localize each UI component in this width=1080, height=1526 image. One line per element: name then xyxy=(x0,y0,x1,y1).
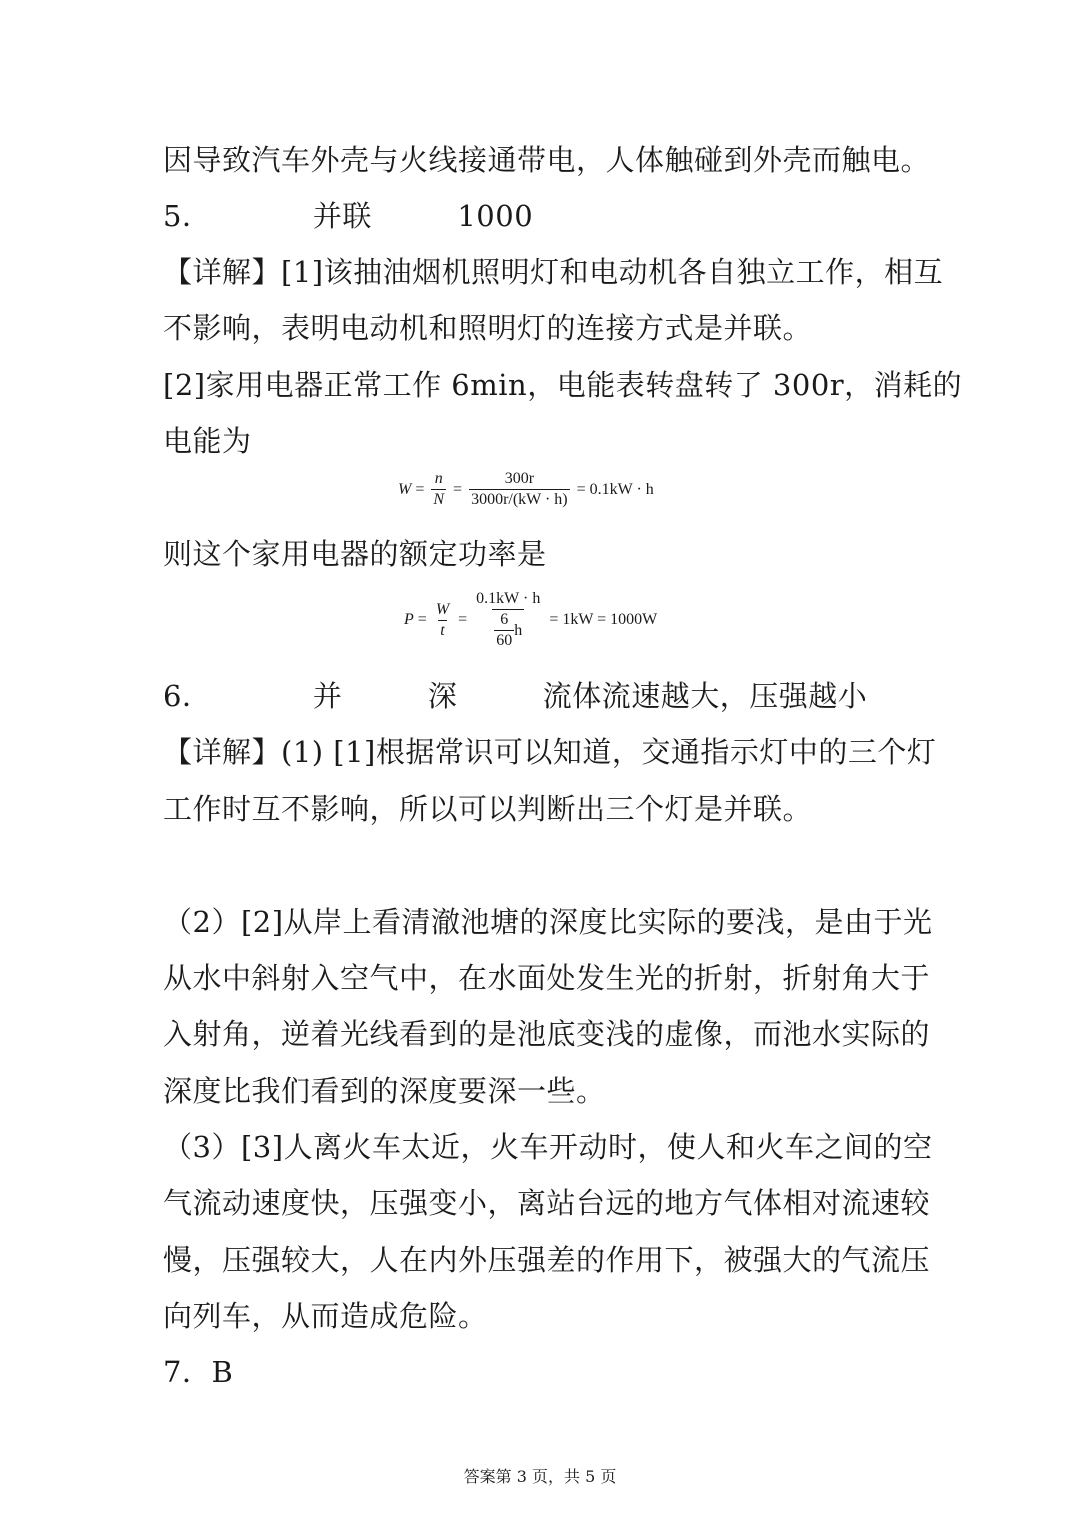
formula-fraction xyxy=(431,470,446,509)
answer-blank-1: 并 xyxy=(312,679,343,713)
question-number: 6． xyxy=(163,679,212,713)
formula-fraction xyxy=(474,590,542,650)
fraction-denominator: t xyxy=(440,621,445,639)
text-line: （3）[3]人离火车太近，火车开动时，使人和火车之间的空 xyxy=(163,1130,933,1164)
page-footer: 答案第 3 页，共 5 页 xyxy=(463,1467,617,1486)
fraction-numerator: W xyxy=(435,600,450,618)
answer-blank-2: 1000 xyxy=(457,199,534,233)
fraction-denominator: 3000r/(kW · h) xyxy=(471,491,568,508)
fraction-denominator: N xyxy=(433,491,445,508)
fraction-numerator: 300r xyxy=(504,470,535,487)
fraction-numerator: 6 xyxy=(500,611,509,628)
fraction-denominator xyxy=(492,609,524,650)
formula-result: = 0.1kW · h xyxy=(576,480,654,498)
answer-blank-3: 流体流速越大，压强越小 xyxy=(542,679,868,713)
answer-7: 7．B xyxy=(163,1355,234,1389)
formula-result: = 1kW = 1000W xyxy=(549,611,658,628)
text-line: 【详解】(1) [1]根据常识可以知道，交通指示灯中的三个灯 xyxy=(163,735,937,769)
unit: h xyxy=(514,621,523,639)
text-line: 气流动速度快，压强变小，离站台远的地方气体相对流速较 xyxy=(163,1186,931,1220)
fraction-denominator: 60 xyxy=(496,632,513,649)
fraction-numerator: n xyxy=(434,470,443,487)
text-line: 工作时互不影响，所以可以判断出三个灯是并联。 xyxy=(163,792,813,826)
text-line: 向列车，从而造成危险。 xyxy=(163,1299,488,1333)
text-line: [2]家用电器正常工作 6min，电能表转盘转了 300r，消耗的 xyxy=(163,368,963,402)
text-line: 从水中斜射入空气中，在水面处发生光的折射，折射角大于 xyxy=(163,961,931,995)
text-line: 慢，压强较大，人在内外压强差的作用下，被强大的气流压 xyxy=(163,1243,931,1277)
text-line: 深度比我们看到的深度要深一些。 xyxy=(163,1074,606,1108)
formula-equals: = xyxy=(415,480,425,498)
formula-fraction xyxy=(434,601,451,640)
text-line: 【详解】[1]该抽油烟机照明灯和电动机各自独立工作，相互 xyxy=(163,255,944,289)
text-line: 不影响，表明电动机和照明灯的连接方式是并联。 xyxy=(163,311,813,345)
formula-equals: = xyxy=(453,480,463,498)
formula-equals: = xyxy=(458,611,468,628)
question-number: 5． xyxy=(163,199,212,233)
text-line: 入射角，逆着光线看到的是池底变浅的虚像，而池水实际的 xyxy=(163,1017,931,1051)
fraction-numerator: 0.1kW · h xyxy=(476,590,541,607)
answer-6 xyxy=(163,676,867,716)
text-line: 则这个家用电器的额定功率是 xyxy=(163,537,547,571)
formula-fraction xyxy=(469,470,570,509)
answer-blank-1: 并联 xyxy=(312,199,372,233)
text-line: 因导致汽车外壳与火线接通带电，人体触碰到外壳而触电。 xyxy=(163,143,931,177)
text-line: 电能为 xyxy=(163,424,252,458)
answer-blank-2: 深 xyxy=(427,679,458,713)
formula-var: W xyxy=(398,480,412,498)
text-line: （2）[2]从岸上看清澈池塘的深度比实际的要浅，是由于光 xyxy=(163,905,933,939)
inner-fraction xyxy=(494,611,514,650)
answer-5 xyxy=(163,196,533,236)
formula-var: P xyxy=(404,611,414,628)
formula-power xyxy=(404,590,657,650)
formula-energy xyxy=(398,470,654,509)
formula-equals: = xyxy=(417,611,427,628)
